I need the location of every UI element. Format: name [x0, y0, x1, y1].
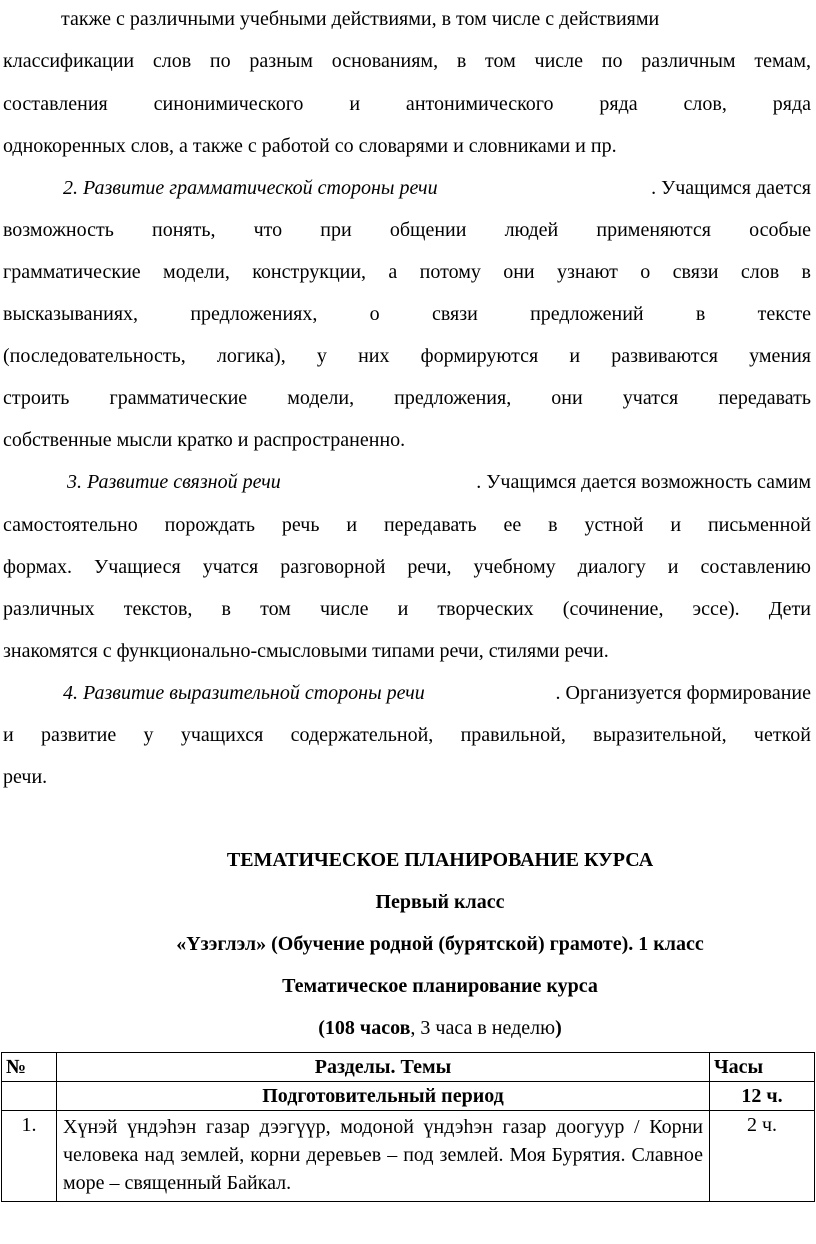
section-number [2, 1082, 57, 1111]
paragraph-line: формах. Учащиеся учатся разговорной речи, учебному диалогу и составлению [3, 556, 811, 578]
header-number: № [2, 1053, 57, 1082]
paragraph-line: грамматические модели, конструкции, а потому они узнают о связи слов в [3, 261, 811, 283]
paragraph-text: . Учащимся дается возможность самим [476, 471, 811, 493]
section-label: Подготовительный период [57, 1082, 710, 1111]
header-topics: Разделы. Темы [57, 1053, 710, 1082]
paragraph-line: высказываниях, предложениях, о связи предложений в тексте [3, 303, 811, 325]
table-row [2, 1111, 815, 1202]
class-heading: Первый класс [375, 891, 505, 913]
page-title: ТЕМАТИЧЕСКОЕ ПЛАНИРОВАНИЕ КУРСА [226, 849, 654, 871]
header-hours: Часы [710, 1053, 815, 1082]
row-hours: 2 ч. [710, 1111, 815, 1202]
paragraph-line: различных текстов, в том числе и творческих (сочинение, эссе). Дети [3, 598, 811, 620]
paragraph-line: знакомятся с функционально-смысловыми типами речи, стилями речи. [3, 640, 609, 662]
paragraph-title-line [67, 467, 811, 497]
row-topic: Хүнэй үндэһэн газар дээгүүр, модоной үндэһэн газар доогуур / Корни человека над землей, корни деревьев – под землей. Моя Бурятия. Славное море – священный Байкал. [57, 1111, 710, 1202]
course-heading: «Үзэглэл» (Обучение родной (бурятской) грамоте). 1 класс [176, 933, 704, 955]
paragraph-line: и развитие у учащихся содержательной, правильной, выразительной, четкой [3, 724, 811, 746]
paragraph-line: (последовательность, логика), у них формируются и развиваются умения [3, 345, 811, 367]
planning-heading: Тематическое планирование курса [282, 975, 598, 997]
paragraph-line: также с различными учебными действиями, в том числе с действиями [61, 8, 660, 30]
paragraph-line: возможность понять, что при общении людей применяются особые [3, 219, 811, 241]
paragraph-title-line [63, 173, 811, 203]
hours-heading [0, 1013, 816, 1043]
paragraph-title-line [63, 678, 811, 708]
planning-table [1, 1052, 815, 1202]
paragraph-line: строить грамматические модели, предложения, они учатся передавать [3, 387, 811, 409]
section-hours: 12 ч. [710, 1082, 815, 1111]
hours-per-week: , 3 часа в неделю [410, 1017, 556, 1039]
paragraph-line: классификации слов по разным основаниям, в том числе по различным темам, [3, 50, 811, 72]
section-title: 4. Развитие выразительной стороны речи [63, 682, 425, 704]
hours-total: (108 часов [318, 1017, 411, 1039]
paragraph-line: речи. [3, 766, 48, 788]
paragraph-line: собственные мысли кратко и распространенно. [3, 429, 406, 451]
row-number: 1. [2, 1111, 57, 1202]
table-section-row [2, 1082, 815, 1111]
paragraph-line: составления синонимического и антонимического ряда слов, ряда [3, 93, 811, 115]
section-title: 3. Развитие связной речи [67, 471, 281, 493]
paragraph-line: однокоренных слов, а также с работой со словарями и словниками и пр. [3, 135, 617, 157]
paragraph-line: самостоятельно порождать речь и передавать ее в устной и письменной [3, 514, 811, 536]
section-title: 2. Развитие грамматической стороны речи [63, 177, 438, 199]
paragraph-text: . Учащимся дается [651, 177, 811, 199]
hours-close: ) [555, 1017, 562, 1039]
table-header-row [2, 1053, 815, 1082]
paragraph-text: . Организуется формирование [555, 682, 811, 704]
